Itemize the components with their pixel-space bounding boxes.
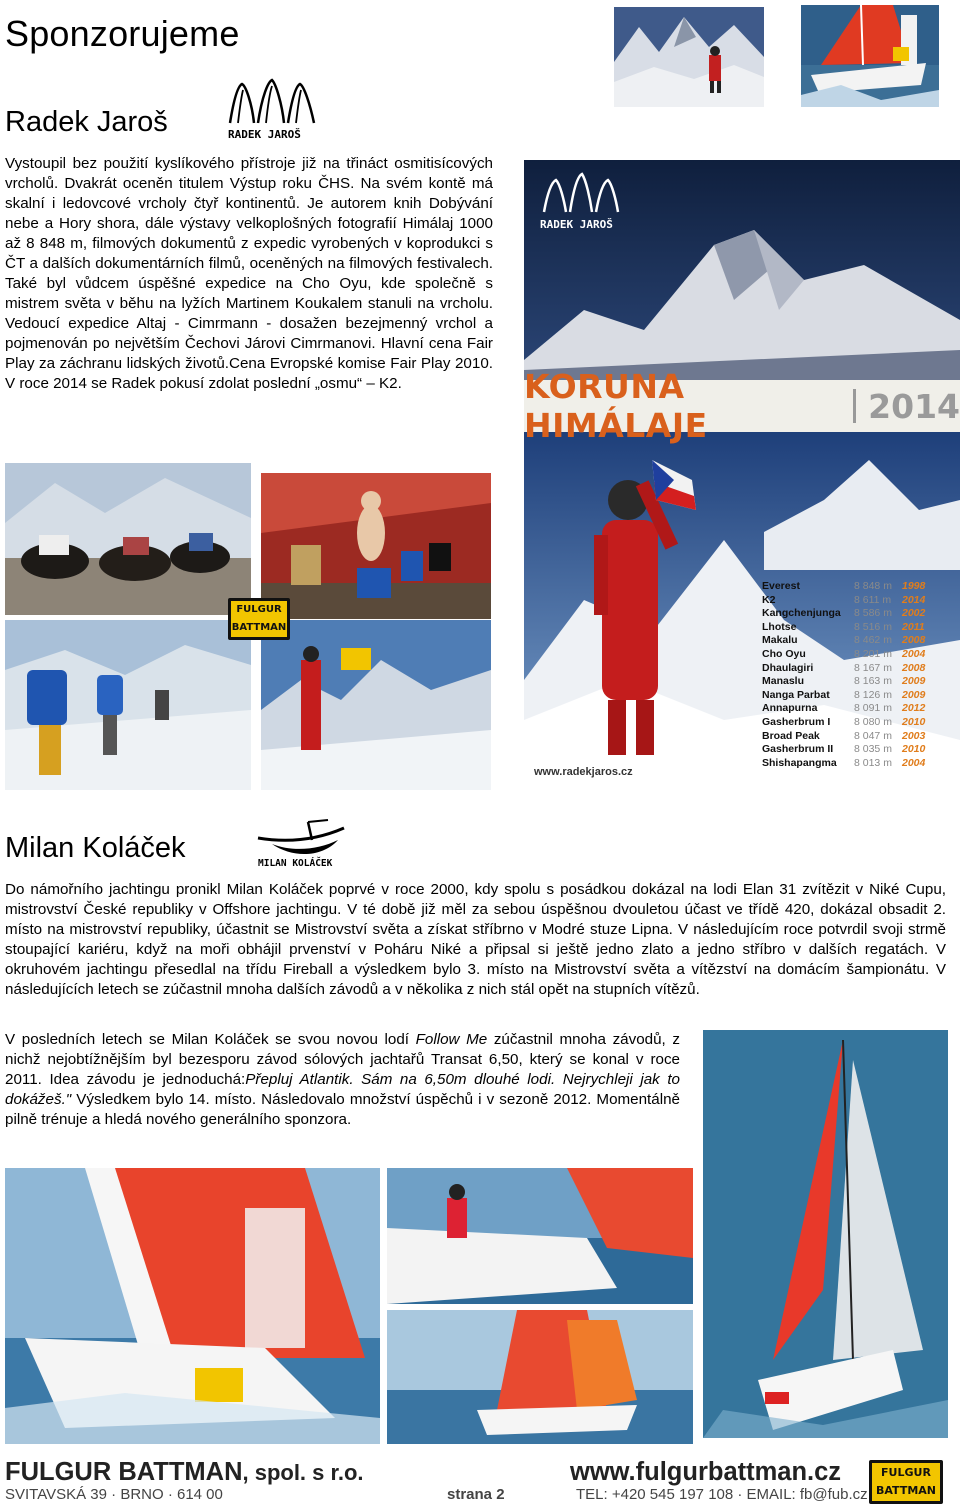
peak-name: Kangchenjunga xyxy=(762,607,841,620)
peak-height: 8 080 m xyxy=(854,715,892,728)
glacier-porters-photo xyxy=(5,620,251,790)
fulgur-battman-badge-collage: FULGUR BATTMAN xyxy=(228,598,290,640)
peak-row xyxy=(762,634,952,648)
peak-height: 8 047 m xyxy=(854,729,892,742)
radek-jaros-logo xyxy=(224,78,340,144)
peak-name: K2 xyxy=(762,593,776,606)
peak-year: 2012 xyxy=(902,702,926,715)
peak-name: Everest xyxy=(762,580,800,592)
peak-height: 8 516 m xyxy=(854,620,892,633)
svg-text:RADEK JAROŠ: RADEK JAROŠ xyxy=(540,218,613,231)
peak-year: 2002 xyxy=(902,607,926,620)
peak-year: 2004 xyxy=(902,647,926,660)
peak-name: Cho Oyu xyxy=(762,647,806,660)
calendar-banner xyxy=(524,367,960,445)
peak-year: 2014 xyxy=(902,593,926,606)
footer-company-name: FULGUR BATTMAN xyxy=(5,1458,243,1486)
peaks-table xyxy=(762,580,952,770)
footer-page-number: strana 2 xyxy=(447,1486,505,1503)
footer-contact: TEL: +420 545 197 108 · EMAIL: fb@fub.cz xyxy=(576,1486,868,1503)
peak-height: 8 126 m xyxy=(854,688,892,701)
page-heading: Sponzorujeme xyxy=(5,13,240,54)
peak-year: 2008 xyxy=(902,634,926,647)
peak-name: Broad Peak xyxy=(762,729,820,742)
calendar-url: www.radekjaros.cz xyxy=(534,766,633,778)
climber-summit-photo xyxy=(614,7,764,107)
peak-height: 8 201 m xyxy=(854,647,892,660)
svg-text:MILAN KOLÁČEK: MILAN KOLÁČEK xyxy=(258,858,333,869)
sailboat-photo-top xyxy=(801,5,939,107)
radek-jaros-bio: Vystoupil bez použití kyslíkového přístroje již na třináct osmitisícových vrcholů. Dvakrát oceněn titulem Výstup roku ČHS. Na svém kontě má skalní i ledovcové vrcholy čtyř kontinentů. Je autorem knih Dobývání nebe a Hory shora, dále výstavy velkoplošných fotografií Himálaj 1000 až 8 848 m, filmových dokumentů z expedic vyrobených v koprodukci s ČT a dalších dokumentárních filmů, oceněných na filmových festivalech. Také byl vůdcem úspěšné expedice na Cho Oyu, kde společně s mistrem světa v běhu na lyžích Martinem Koukalem stanuli na vrcholu. Vedoucí expedice Altaj - Cimrmann - dosažen bezejmenný vrchol a pojmenován po největším Čechovi Járovi Cimrmanovi. Hlavní cena Fair Play za záchranu lidských životů.Cena Evropské komise Fair Play 2010. V roce 2014 se Radek pokusí zdolat poslední „osmu“ – K2. xyxy=(5,155,493,392)
peak-year: 2008 xyxy=(902,661,926,674)
peak-year: 1998 xyxy=(902,580,926,592)
sailboat-racing-photo xyxy=(5,1168,380,1444)
yaks-caravan-photo xyxy=(5,463,251,615)
peak-name: Shishapangma xyxy=(762,756,837,769)
peak-row xyxy=(762,730,952,744)
peak-name: Manaslu xyxy=(762,675,805,688)
peak-name: Nanga Parbat xyxy=(762,688,830,701)
peak-height: 8 035 m xyxy=(854,743,892,756)
peak-height: 8 091 m xyxy=(854,702,892,715)
peak-row xyxy=(762,621,952,635)
peak-height: 8 462 m xyxy=(854,634,892,647)
peak-name: Gasherbrum I xyxy=(762,715,831,728)
peak-name: Dhaulagiri xyxy=(762,661,814,674)
peak-year: 2009 xyxy=(902,675,926,688)
peak-year: 2010 xyxy=(902,715,926,728)
peak-height: 8 586 m xyxy=(854,607,892,620)
peak-name: Gasherbrum II xyxy=(762,743,834,756)
calendar-divider xyxy=(853,389,856,423)
calendar-title: KORUNA HIMÁLAJE xyxy=(524,367,708,445)
calendar-year: 2014 xyxy=(868,386,960,426)
koruna-himalaje-calendar xyxy=(524,160,960,790)
summit-flag-photo xyxy=(261,620,491,790)
sailboat-aerial-photo xyxy=(703,1030,948,1438)
milan-kolacek-logo xyxy=(252,818,358,870)
sailboat-deck-photo xyxy=(387,1168,693,1304)
peak-year: 2009 xyxy=(902,688,926,701)
peak-year: 2004 xyxy=(902,756,926,769)
peak-name: Makalu xyxy=(762,634,798,647)
milan-kolacek-bio-1: Do námořního jachtingu pronikl Milan Koláček poprvé v roce 2000, kdy spolu s posádkou dokázal na lodi Elan 31 zvítězit v Niké Cupu, mistrovství České republiky v Offshore jachtingu. V té době již měl za sebou úspěšnou dvouletou účast ve třídě 420, dokázal obsadit 2. místo na mistrovství republiky, účastnit se Mistrovství světa a získat stříbrno v Modré stuze Lipna. V následujícím roce potvrdil svoji strmě stoupající kariéru, když na moři obhájil prvenství v Poháru Niké a připsal si ještě jedno zlato a jedno stříbro v dalších regatách. V okruhovém jachtingu přesedlal na třídu Fireball a výsledkem bylo 3. místo na Mistrovství světa a vítězství na domácím šampionátu. V následujících letech se zúčastnil mnoha dalších závodů a v několika z nich stál opět na stupních vítězů. xyxy=(5,881,946,998)
peak-row xyxy=(762,662,952,676)
peak-height: 8 163 m xyxy=(854,675,892,688)
peak-row xyxy=(762,716,952,730)
peak-row xyxy=(762,689,952,703)
peak-height: 8 167 m xyxy=(854,661,892,674)
peak-height: 8 848 m xyxy=(854,580,892,592)
sailboat-fleet-photo xyxy=(387,1310,693,1444)
milan-kolacek-heading: Milan Koláček xyxy=(5,832,186,864)
peak-row xyxy=(762,675,952,689)
footer-address: SVITAVSKÁ 39 · BRNO · 614 00 xyxy=(5,1486,223,1503)
svg-text:RADEK JAROŠ: RADEK JAROŠ xyxy=(228,128,301,141)
footer-company xyxy=(5,1458,364,1487)
peak-height: 8 611 m xyxy=(854,593,892,606)
peak-row xyxy=(762,580,952,594)
peak-row xyxy=(762,648,952,662)
fulgur-battman-badge-footer: FULGUR BATTMAN xyxy=(869,1460,943,1504)
peak-name: Annapurna xyxy=(762,702,818,715)
peak-year: 2010 xyxy=(902,743,926,756)
peak-row xyxy=(762,743,952,757)
peak-row xyxy=(762,607,952,621)
expedition-camp-photo xyxy=(261,473,491,619)
peak-row xyxy=(762,757,952,771)
footer-website[interactable]: www.fulgurbattman.cz xyxy=(570,1458,842,1486)
footer-company-suffix: , spol. s r.o. xyxy=(242,1460,364,1485)
milan-kolacek-bio-2: V posledních letech se Milan Koláček se svou novou lodí Follow Me zúčastnil mnoha závodů, z nichž nejobtížnějším byl bezesporu závod sólových jachtařů Transat 6,50, který se konal v roce 2011. Idea závodu je jednoduchá:Přepluj Atlantik. Sám na 6,50m dlouhé lodi. Nejrychleji jak to dokážeš." Výsledkem bylo 14. místo. Následovalo množství úspěchů i v sezoně 2012. Momentálně pilně trénuje a hledá nového generálního sponzora. xyxy=(5,1031,680,1128)
peak-height: 8 013 m xyxy=(854,756,892,769)
peak-year: 2003 xyxy=(902,729,926,742)
radek-jaros-heading: Radek Jaroš xyxy=(5,106,168,138)
peak-year: 2011 xyxy=(902,620,925,633)
peak-row xyxy=(762,594,952,608)
peak-row xyxy=(762,702,952,716)
peak-name: Lhotse xyxy=(762,620,797,633)
